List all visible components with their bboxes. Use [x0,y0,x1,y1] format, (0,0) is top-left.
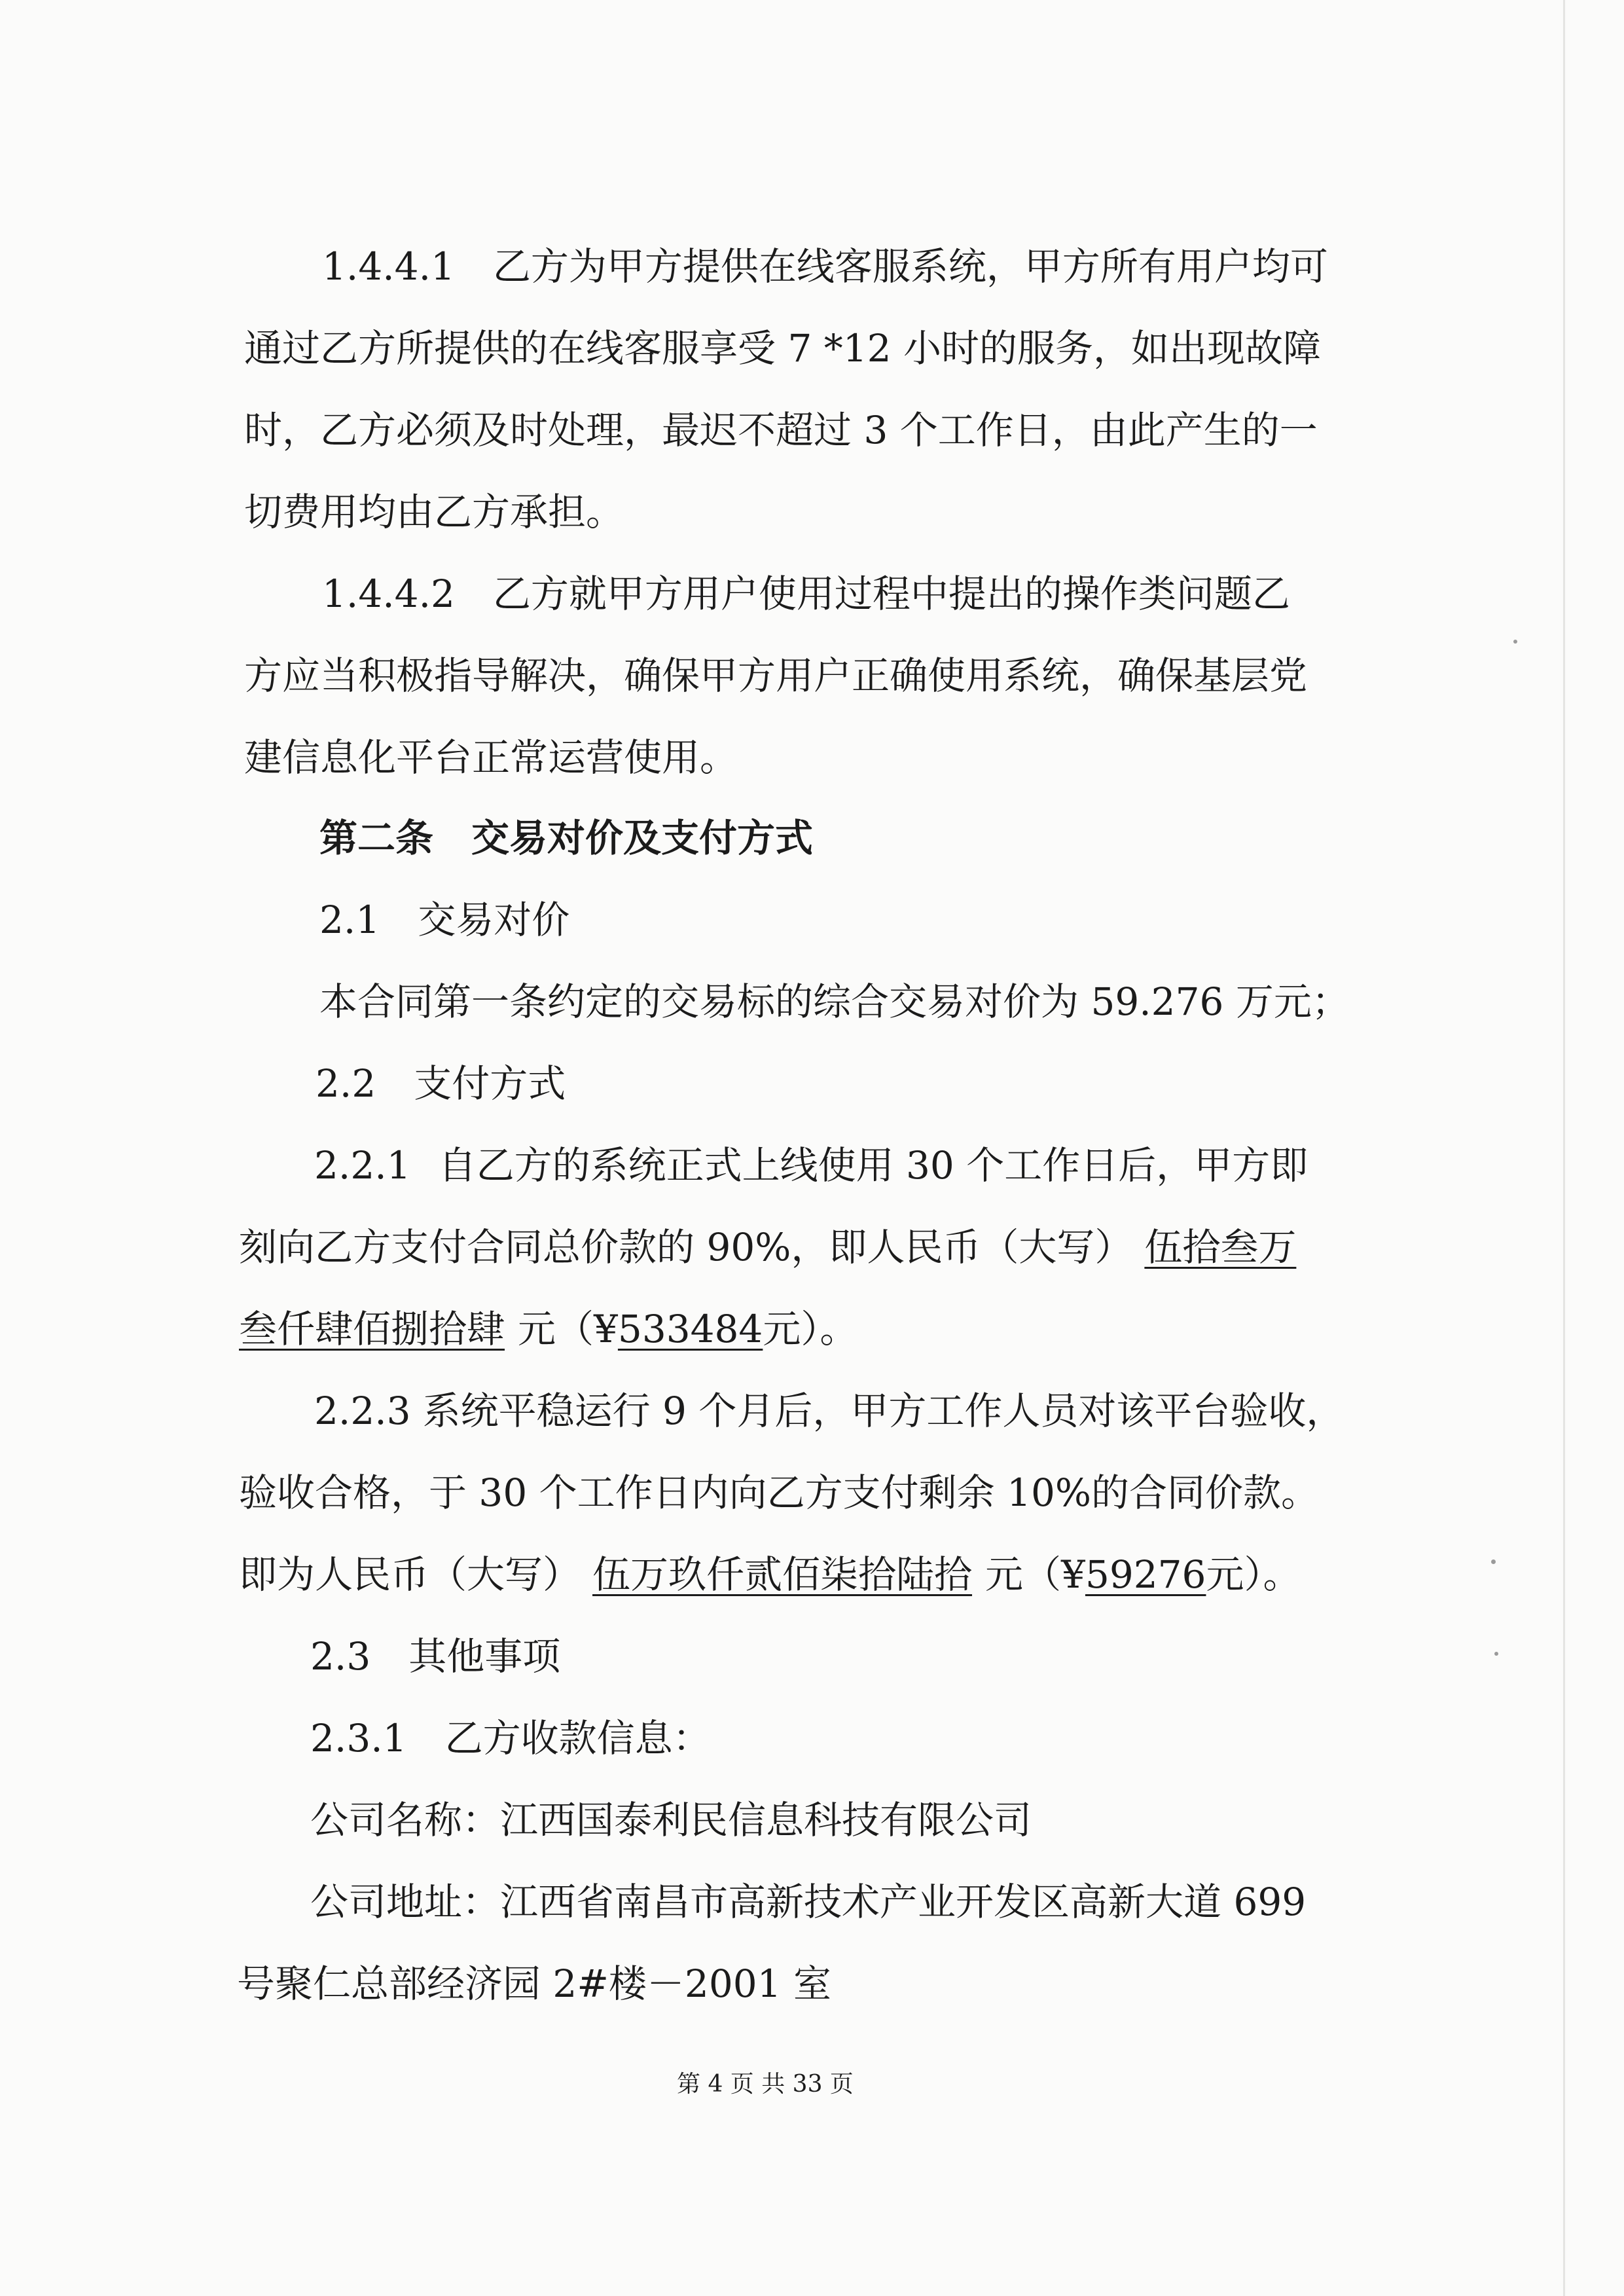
scan-edge-line [1563,0,1565,2296]
article-label: 第二条 [319,816,434,860]
clause-number: 2.2.1 [314,1143,411,1188]
amount-words-field: 叁仟肆佰捌拾肆 [239,1307,505,1351]
company-address-line1: 公司地址：江西省南昌市高新技术产业开发区高新大道 699 [310,1880,1307,1924]
p223-line3 [239,1552,1301,1597]
clause-text: 乙方为甲方提供在线客服系统，甲方所有用户均可 [492,244,1328,289]
clause-number: 2.2.3 [314,1389,411,1433]
scan-speck [1494,1652,1498,1656]
clause-text: 即为人民币（大写） [239,1552,581,1597]
currency-prefix: 元（¥ [985,1552,1085,1597]
section-number: 2.3.1 [310,1716,407,1760]
section-number: 2.2 [316,1061,376,1106]
section-2-1 [319,898,570,942]
p221-line1 [314,1143,1308,1188]
p1442-line2: 方应当积极指导解决，确保甲方用户正确使用系统，确保基层党 [244,653,1308,698]
p1441-line1 [322,244,1328,289]
scan-speck [1513,640,1517,644]
p223-line1 [314,1389,1344,1433]
clause-number: 1.4.4.1 [322,244,455,289]
section-2-3 [310,1634,561,1679]
p1442-line3: 建信息化平台正常运营使用。 [244,735,738,780]
clause-text: 系统平稳运行 9 个月后，甲方工作人员对该平台验收， [422,1389,1344,1433]
section-2-3-1 [310,1716,711,1760]
clause-text: 元）。 [763,1307,858,1351]
company-name: 公司名称：江西国泰利民信息科技有限公司 [310,1798,1032,1842]
section-title: 支付方式 [414,1061,566,1106]
currency-prefix: 元（¥ [518,1307,618,1351]
p1441-line2: 通过乙方所提供的在线客服享受 7 *12 小时的服务，如出现故障 [244,326,1322,371]
p1441-line4: 切费用均由乙方承担。 [244,490,624,534]
clause-text: 乙方就甲方用户使用过程中提出的操作类问题乙 [492,572,1290,616]
section-title: 其他事项 [408,1634,561,1679]
article-2-heading [319,816,814,860]
section-number: 2.1 [319,898,380,942]
price-line: 本合同第一条约定的交易标的综合交易对价为 59.276 万元； [319,979,1350,1024]
p1442-line1 [322,572,1290,616]
p221-line2 [239,1225,1297,1269]
section-number: 2.3 [310,1634,371,1679]
amount-words-field: 伍万玖仟贰佰柒拾陆拾 [592,1552,973,1597]
p223-line2: 验收合格，于 30 个工作日内向乙方支付剩余 10%的合同价款。 [239,1470,1320,1515]
page-footer: 第 4 页 共 33 页 [677,2071,854,2098]
clause-text: 刻向乙方支付合同总价款的 90%，即人民币（大写） [239,1225,1133,1269]
clause-number: 1.4.4.2 [322,572,455,616]
clause-text: 自乙方的系统正式上线使用 30 个工作日后，甲方即 [438,1143,1308,1188]
p221-line3 [239,1307,858,1351]
amount-number-field: 533484 [617,1307,763,1351]
article-title: 交易对价及支付方式 [471,816,814,860]
p1441-line3: 时，乙方必须及时处理，最迟不超过 3 个工作日，由此产生的一 [244,408,1318,452]
clause-text: 元）。 [1206,1552,1301,1597]
section-title: 乙方收款信息： [444,1716,711,1760]
section-2-2 [316,1061,566,1106]
section-title: 交易对价 [418,898,570,942]
amount-words-field: 伍拾叁万 [1144,1225,1297,1269]
company-address-line2: 号聚仁总部经济园 2#楼－2001 室 [237,1961,831,2006]
scan-speck [1491,1559,1496,1564]
amount-number-field: 59276 [1085,1552,1206,1597]
